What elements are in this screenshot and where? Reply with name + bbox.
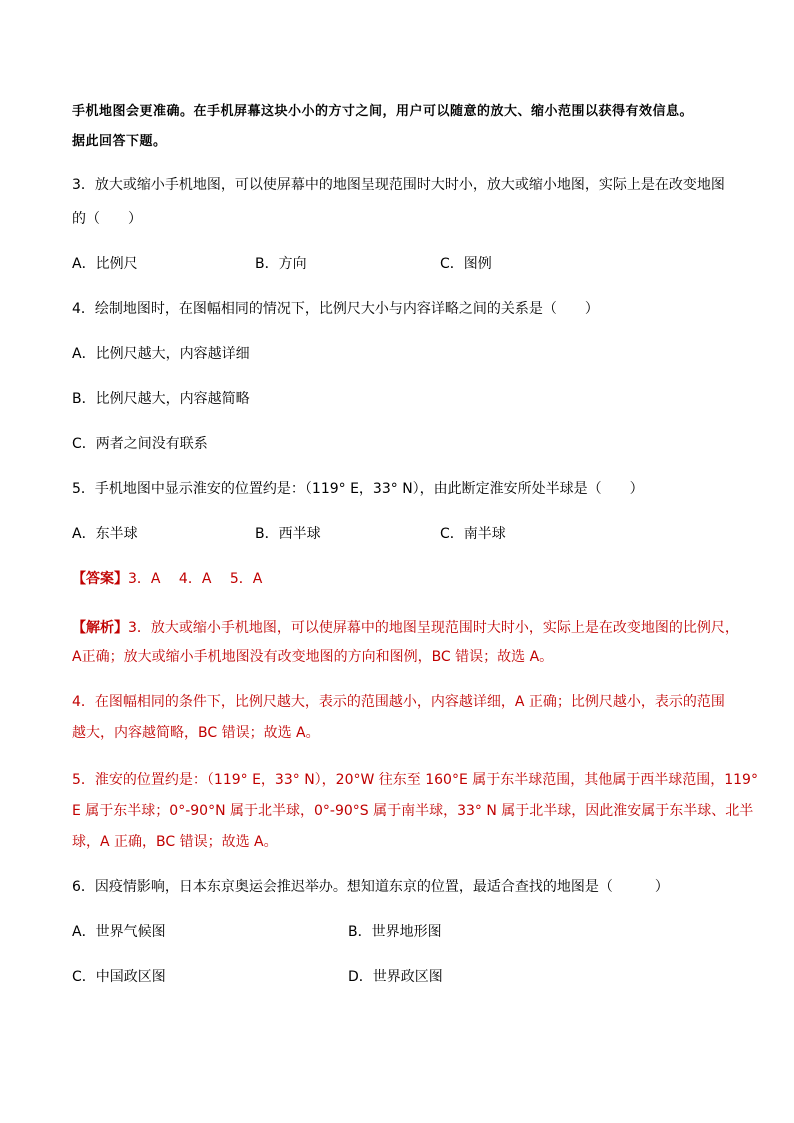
question-6-options-row-2	[72, 967, 722, 987]
question-6-options-row-1	[72, 922, 722, 942]
analysis-4-line-1: 4．在图幅相同的条件下，比例尺越大，表示的范围越小，内容越详细，A 正确；比例尺越小，表示的范围	[72, 694, 725, 710]
q3-option-a: A．比例尺	[72, 256, 138, 272]
question-3-stem-line-1: 3．放大或缩小手机地图，可以使屏幕中的地图呈现范围时大时小，放大或缩小地图，实际上是在改变地图	[72, 177, 725, 193]
q3-option-b: B．方向	[255, 256, 307, 272]
q6-option-b: B．世界地形图	[348, 924, 442, 940]
q6-option-c: C．中国政区图	[72, 969, 166, 985]
question-5-options	[72, 524, 722, 544]
q4-option-c: C．两者之间没有联系	[72, 436, 208, 452]
q4-option-b: B．比例尺越大，内容越简略	[72, 391, 250, 407]
answer-line	[72, 569, 262, 589]
q5-option-b: B．西半球	[255, 526, 321, 542]
analysis-3-line-2: A正确；放大或缩小手机地图没有改变地图的方向和图例，BC 错误；故选 A。	[72, 649, 554, 665]
analysis-3-line-1: 【解析】3．放大或缩小手机地图，可以使屏幕中的地图呈现范围时大时小，实际上是在改变地图的比例尺，	[72, 620, 739, 636]
question-6-stem: 6．因疫情影响，日本东京奥运会推迟举办。想知道东京的位置，最适合查找的地图是（ ）	[72, 879, 669, 895]
q6-option-d: D．世界政区图	[348, 969, 443, 985]
question-4-stem: 4．绘制地图时，在图幅相同的情况下，比例尺大小与内容详略之间的关系是（ ）	[72, 301, 599, 317]
analysis-5-line-2: E 属于东半球；0°-90°N 属于北半球，0°-90°S 属于南半球，33° N 属于北半球，因此淮安属于东半球、北半	[72, 803, 754, 819]
q5-option-c: C．南半球	[440, 526, 506, 542]
analysis-4-line-2: 越大，内容越简略，BC 错误；故选 A。	[72, 725, 320, 741]
analysis-5-line-1: 5．淮安的位置约是：（119° E，33° N），20°W 往东至 160°E 属于东半球范围，其他属于西半球范围，119°	[72, 772, 758, 788]
intro-line-1: 手机地图会更准确。在手机屏幕这块小小的方寸之间，用户可以随意的放大、缩小范围以获得有效信息。	[72, 104, 694, 119]
question-3-options	[72, 254, 722, 274]
question-5-stem: 5．手机地图中显示淮安的位置约是：（119° E，33° N），由此断定淮安所处半球是（ ）	[72, 481, 644, 497]
q4-option-a: A．比例尺越大，内容越详细	[72, 346, 250, 362]
analysis-5-line-3: 球，A 正确，BC 错误；故选 A。	[72, 834, 278, 850]
q5-option-a: A．东半球	[72, 526, 138, 542]
answer-text: 3．A 4．A 5．A	[128, 571, 263, 587]
q3-option-c: C．图例	[440, 256, 492, 272]
intro-line-2: 据此回答下题。	[72, 134, 167, 149]
question-3-stem-line-2: 的（ ）	[72, 211, 142, 227]
answer-label: 【答案】	[72, 571, 128, 587]
analysis-label: 【解析】	[72, 620, 128, 636]
q6-option-a: A．世界气候图	[72, 924, 166, 940]
